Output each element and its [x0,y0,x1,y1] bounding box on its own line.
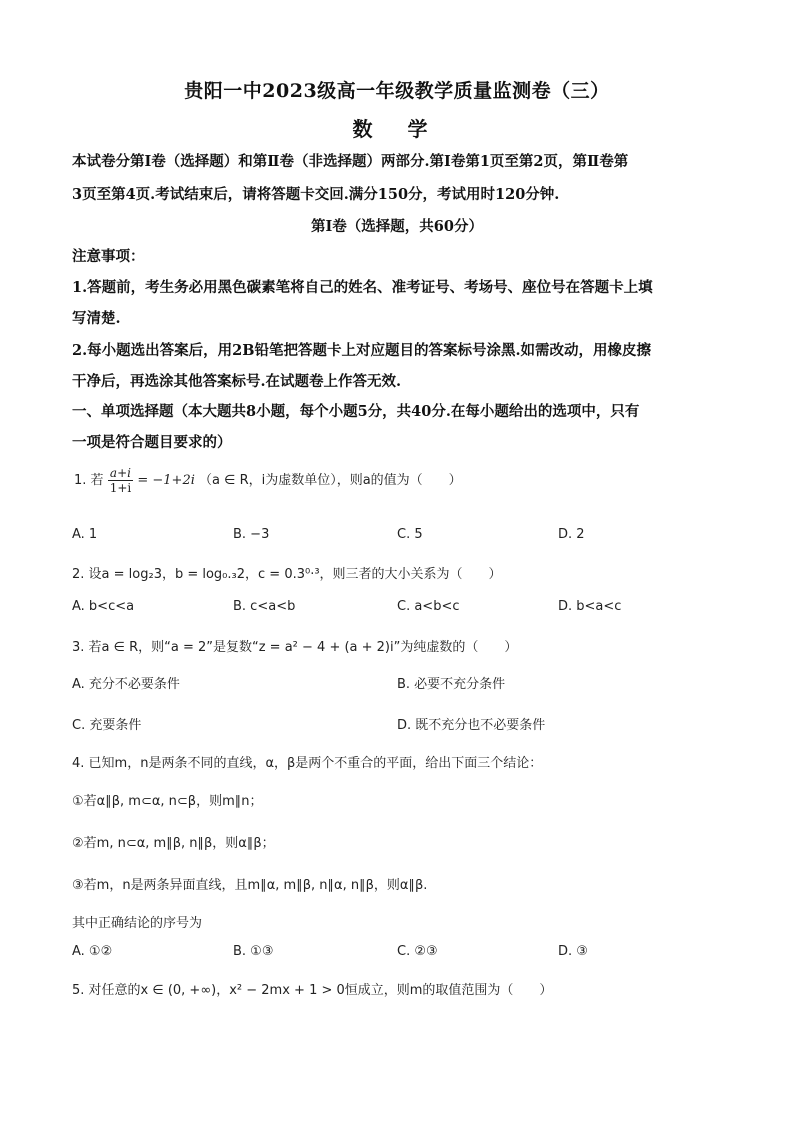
question-2-option-c[interactable]: C. a<b<c [397,599,460,614]
question-4-option-c[interactable]: C. ②③ [397,944,438,959]
question-2-stem: 2. 设a = log₂3，b = log₀.₃2，c = 0.3⁰·³，则三者的大小关系为（ ） [72,567,502,582]
question-4-option-a[interactable]: A. ①② [72,944,113,959]
notice-item-1-line-1: 1.答题前，考生务必用黑色碳素笔将自己的姓名、准考证号、考场号、座位号在答题卡上填 [72,279,653,296]
question-4-option-d[interactable]: D. ③ [558,944,588,959]
exam-title: 贵阳一中2023级高一年级教学质量监测卷（三） [184,80,610,102]
question-4-statement-1: ①若α∥β, m⊂α, n⊂β，则m∥n； [72,794,263,809]
question-2-option-d[interactable]: D. b<a<c [558,599,622,614]
intro-line-2: 3页至第4页.考试结束后，请将答题卡交回.满分150分，考试用时120分钟. [72,186,560,203]
question-4-prompt: 其中正确结论的序号为 [72,916,203,931]
question-3-option-a[interactable]: A. 充分不必要条件 [72,677,180,692]
volume1-heading: 第Ⅰ卷（选择题，共60分） [311,218,483,235]
question-4-statement-3: ③若m，n是两条异面直线，且m∥α, m∥β, n∥α, n∥β，则α∥β. [72,878,428,893]
question-1-suffix: （a ∈ R，i为虚数单位），则a的值为（ ） [199,473,462,488]
question-1-stem [74,466,462,495]
question-1-fraction-denominator: 1+i [109,481,132,495]
subject-title: 数 学 [352,117,442,141]
question-2-option-b[interactable]: B. c<a<b [233,599,296,614]
notice-heading: 注意事项： [72,248,145,265]
question-3-option-d[interactable]: D. 既不充分也不必要条件 [397,718,546,733]
question-1-option-c[interactable]: C. 5 [397,527,423,542]
section1-line-2: 一项是符合题目要求的） [72,434,232,451]
question-1-equation: = −1+2i [137,473,195,488]
question-4-stem: 4. 已知m，n是两条不同的直线，α，β是两个不重合的平面，给出下面三个结论： [72,756,543,771]
question-3-option-b[interactable]: B. 必要不充分条件 [397,677,506,692]
section1-line-1: 一、单项选择题（本大题共8小题，每个小题5分，共40分.在每小题给出的选项中，只有 [72,403,640,420]
notice-item-2-line-2: 干净后，再选涂其他答案标号.在试题卷上作答无效. [72,373,402,390]
notice-item-1-line-2: 写清楚. [72,310,121,327]
question-1-prefix: 1. 若 [74,473,104,488]
question-2-option-a[interactable]: A. b<c<a [72,599,135,614]
question-1-fraction-numerator: a+i [108,466,134,481]
notice-item-2-line-1: 2.每小题选出答案后，用2B铅笔把答题卡上对应题目的答案标号涂黑.如需改动，用橡皮擦 [72,342,652,359]
question-3-stem: 3. 若a ∈ R，则“a = 2”是复数“z = a² − 4 + (a + 2)i”为纯虚数的（ ） [72,640,518,655]
question-3-option-c[interactable]: C. 充要条件 [72,718,142,733]
question-4-option-b[interactable]: B. ①③ [233,944,274,959]
question-4-statement-2: ②若m, n⊂α, m∥β, n∥β，则α∥β； [72,836,275,851]
question-1-option-a[interactable]: A. 1 [72,527,98,542]
intro-line-1: 本试卷分第Ⅰ卷（选择题）和第Ⅱ卷（非选择题）两部分.第Ⅰ卷第1页至第2页，第Ⅱ卷第 [72,153,629,170]
question-1-option-b[interactable]: B. −3 [233,527,270,542]
question-5-stem: 5. 对任意的x ∈ (0, +∞)，x² − 2mx + 1 > 0恒成立，则m的取值范围为（ ） [72,983,553,998]
question-1-fraction [108,466,134,495]
question-1-option-d[interactable]: D. 2 [558,527,585,542]
